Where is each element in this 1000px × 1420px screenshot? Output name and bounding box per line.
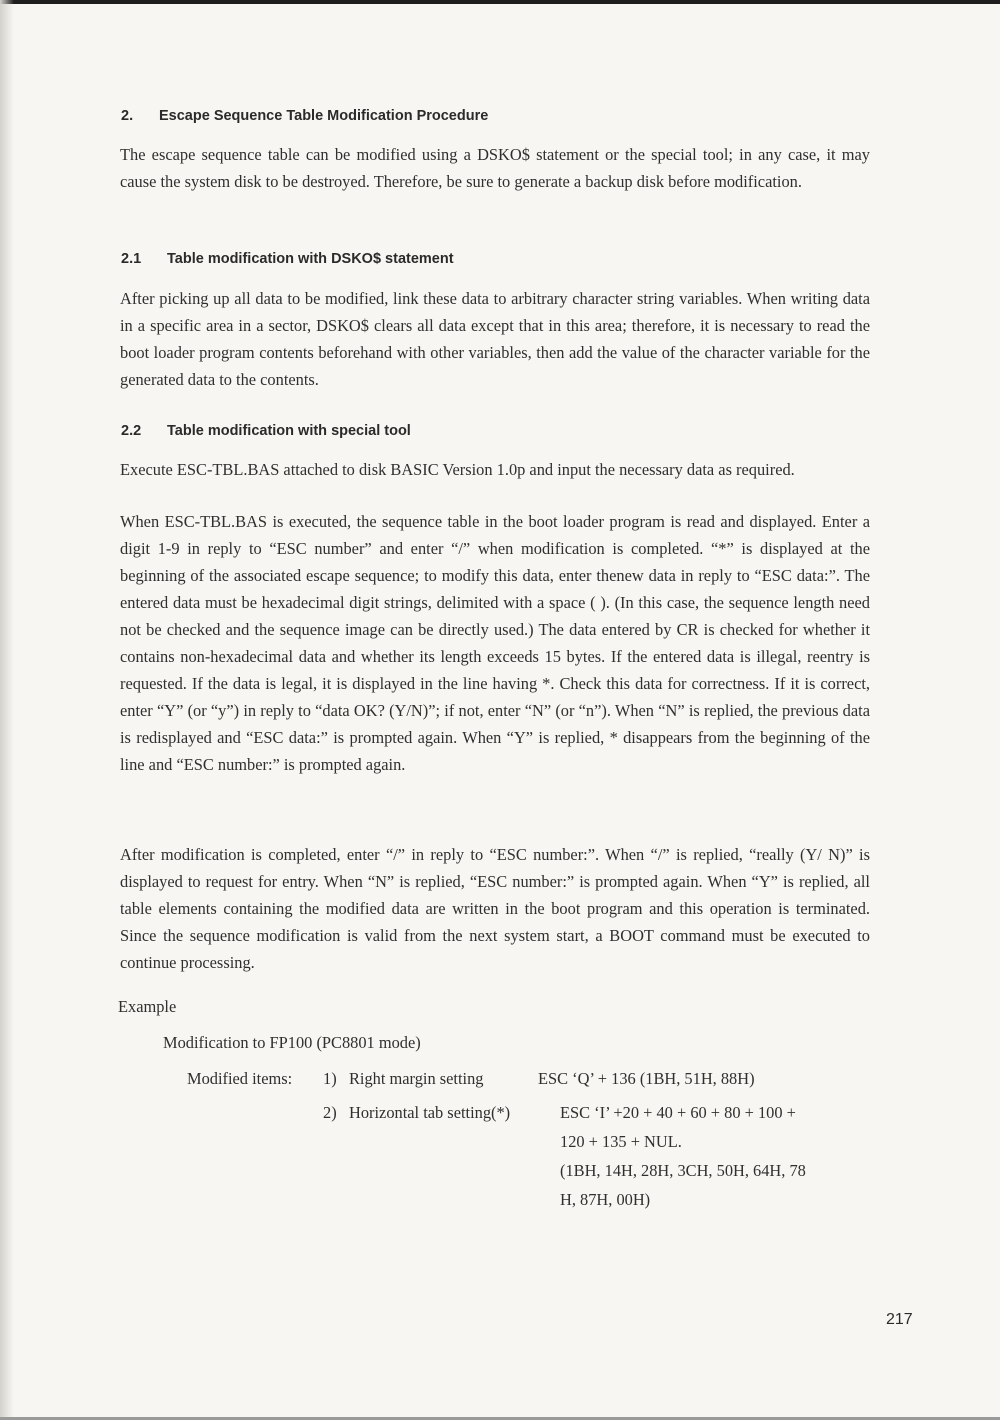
section-2-heading: 2. Escape Sequence Table Modification Procedure: [121, 108, 489, 124]
modified-items-label: Modified items:: [187, 1069, 293, 1088]
binding-shadow: [0, 0, 14, 1420]
section-2-paragraph: The escape sequence table can be modified using a DSKO$ statement or the special tool; in any case, it may cause the system disk to be destroyed. Therefore, be sure to generate a backup disk before modification.: [120, 145, 870, 191]
top-edge-rule: [0, 0, 1000, 4]
item-1-number: 1): [323, 1069, 337, 1088]
section-2-2-paragraph-1: Execute ESC-TBL.BAS attached to disk BASIC Version 1.0p and input the necessary data as required.: [120, 460, 795, 479]
example-heading: Example: [118, 997, 177, 1016]
item-1-label: Right margin setting: [349, 1069, 484, 1088]
page-number: 217: [886, 1311, 913, 1328]
item-2-code-line-3: (1BH, 14H, 28H, 3CH, 50H, 64H, 78: [560, 1161, 806, 1180]
item-2-number: 2): [323, 1103, 337, 1122]
section-2-1-heading: 2.1 Table modification with DSKO$ statement: [121, 251, 454, 267]
item-1-code: ESC ‘Q’ + 136 (1BH, 51H, 88H): [538, 1069, 755, 1088]
item-2-code-line-2: 120 + 135 + NUL.: [560, 1132, 682, 1151]
section-2-1-paragraph: After picking up all data to be modified, link these data to arbitrary character string variables. When writing data in a specific area in a sector, DSKO$ clears all data except that in this area; therefore, it is necessary to read the boot loader program contents beforehand with other variables, then add the value of the character variable for the generated data to the contents.: [120, 289, 870, 389]
section-2-2-heading: 2.2 Table modification with special tool: [121, 423, 411, 439]
example-subheading: Modification to FP100 (PC8801 mode): [163, 1033, 421, 1052]
section-2-2-paragraph-3: After modification is completed, enter “/” in reply to “ESC number:”. When “/” is replied, “really (Y/ N)” is displayed to request for entry. When “N” is replied, “ESC number:” is prompted again. When “Y” is replied, all table elements containing the modified data are written in the boot program and this operation is terminated. Since the sequence modification is valid from the next system start, a BOOT command must be executed to continue processing.: [120, 845, 870, 972]
section-2-2-paragraph-2: When ESC-TBL.BAS is executed, the sequence table in the boot loader program is read and displayed. Enter a digit 1-9 in reply to “ESC number” and enter “/” when modification is completed. “*” is displayed at the beginning of the associated escape sequence; to modify this data, enter thenew data in reply to “ESC data:”. The entered data must be hexadecimal digit strings, delimited with a space ( ). (In this case, the sequence length need not be checked and the sequence image can be directly used.) The data entered by CR is checked for whether it contains non-hexadecimal data and whether its length exceeds 15 bytes. If the entered data is illegal, reentry is requested. If the data is legal, it is displayed in the line having *. Check this data for correctness. If it is correct, enter “Y” (or “y”) in reply to “data OK? (Y/N)”; if not, enter “N” (or “n”). When “N” is replied, the previous data is redisplayed and “ESC data:” is prompted again. When “Y” is replied, * disappears from the beginning of the line and “ESC number:” is prompted again.: [120, 512, 870, 774]
item-2-code-line-4: H, 87H, 00H): [560, 1190, 651, 1209]
item-2-label: Horizontal tab setting(*): [349, 1103, 511, 1122]
item-2-code-line-1: ESC ‘I’ +20 + 40 + 60 + 80 + 100 +: [560, 1103, 796, 1122]
